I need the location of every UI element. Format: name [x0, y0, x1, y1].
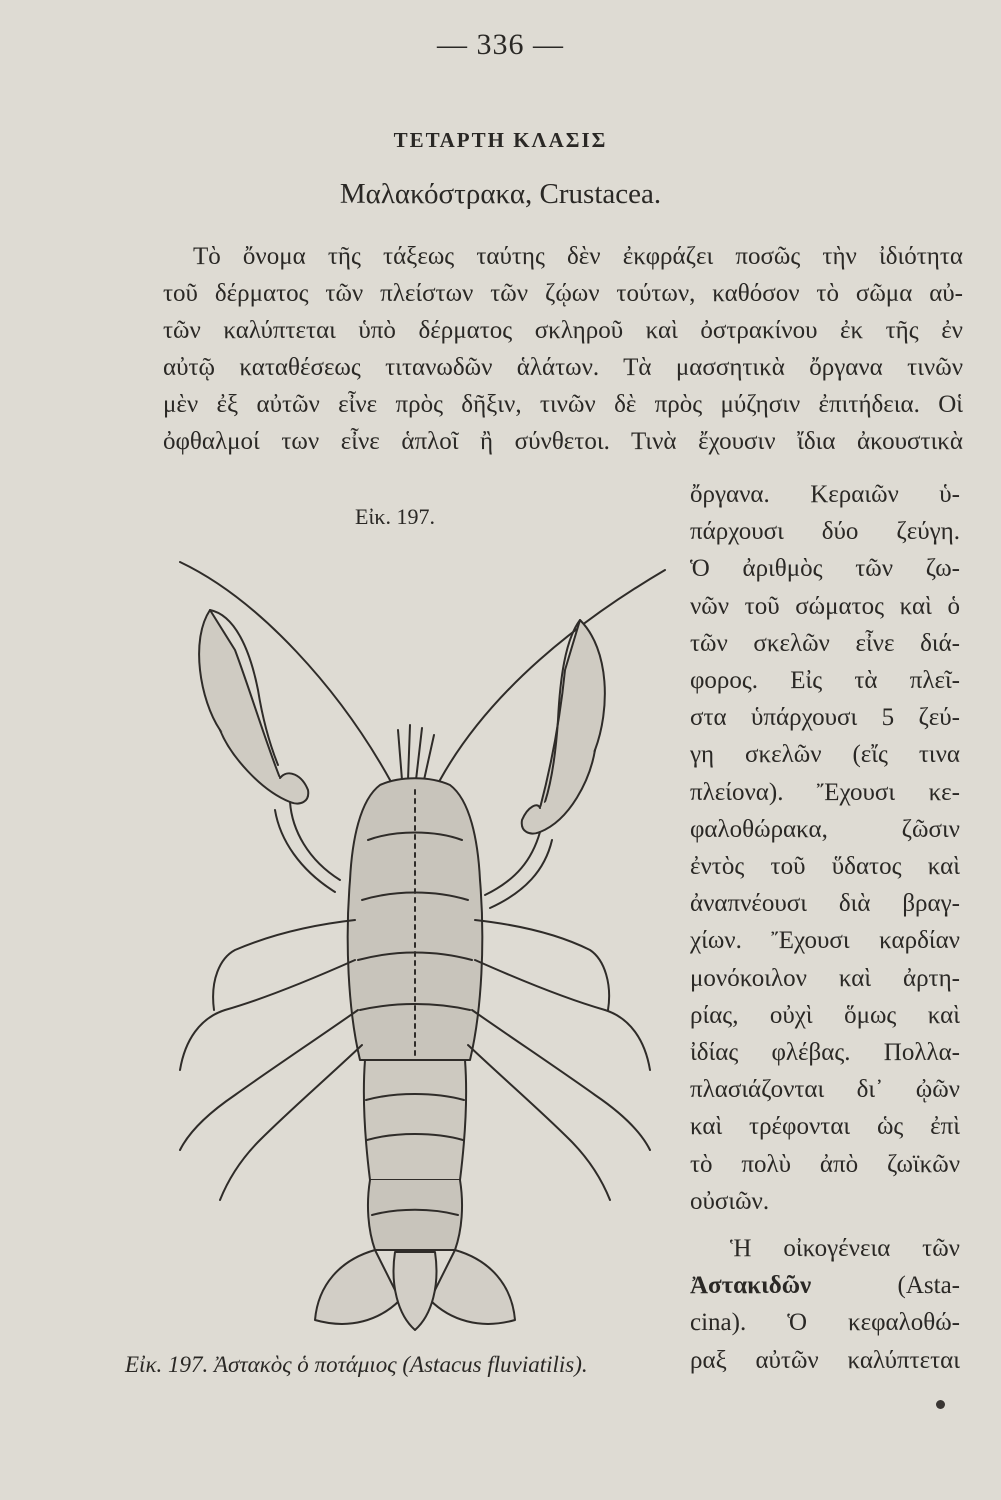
side-line: οὐσιῶν.: [690, 1187, 770, 1215]
side-line: φορος. Εἰς τὰ πλεῖ-: [690, 667, 960, 695]
intro-paragraph: [163, 238, 963, 460]
side-line: καὶ τρέφονται ὡς ἐπὶ: [690, 1113, 960, 1141]
ink-dot: [936, 1400, 945, 1409]
intro-line: αὐτῷ καταθέσεως τιτανωδῶν ἁλάτων. Τὰ μασσητικὰ ὄργανα τινῶν: [163, 354, 963, 381]
side-line: φαλοθώρακα, ζῶσιν: [690, 815, 960, 843]
intro-line: τῶν καλύπτεται ὑπὸ δέρματος σκληροῦ καὶ ὀστρακίνου ἐκ τῆς ἐν: [163, 317, 963, 344]
side-line: πλείονα). Ἔχουσι κε-: [690, 778, 960, 806]
section-title: ΤΕΤΑΡΤΗ ΚΛΑΣΙΣ: [393, 128, 608, 152]
side-line: πλασιάζονται δι᾽ ᾠῶν: [690, 1076, 960, 1104]
intro-line: τοῦ δέρματος τῶν πλείστων τῶν ζῴων τούτων, καθόσον τὸ σῶμα αὐ-: [163, 280, 963, 307]
section-subtitle: Μαλακόστρακα, Crustacea.: [339, 178, 662, 210]
side-line: τὸ πολὺ ἀπὸ ζωϊκῶν: [690, 1150, 960, 1178]
family-name-bold: Ἀστακιδῶν: [690, 1272, 812, 1300]
family-line: [690, 1267, 960, 1304]
side-line: ἀναπνέουσι διὰ βραγ-: [690, 890, 960, 918]
family-line: cina). Ὁ κεφαλοθώ-: [690, 1309, 960, 1337]
family-name-rest: (Asta-: [811, 1272, 960, 1300]
side-line: ρίας, οὐχὶ ὅμως καὶ: [690, 1001, 960, 1029]
intro-line: ὀφθαλμοί των εἶνε ἁπλοῖ ἢ σύνθετοι. Τινὰ ἔχουσιν ἴδια ἀκουστικὰ: [163, 428, 963, 455]
side-line: νῶν τοῦ σώματος καὶ ὁ: [690, 592, 960, 620]
side-line: Ὁ ἀριθμὸς τῶν ζω-: [690, 555, 960, 583]
side-line: πάρχουσι δύο ζεύγη.: [690, 518, 960, 546]
side-line: ἐντὸς τοῦ ὕδατος καὶ: [690, 853, 960, 881]
crayfish-engraving: [140, 540, 700, 1340]
page-number: — 336 —: [437, 28, 564, 61]
side-line: χίων. Ἔχουσι καρδίαν: [690, 927, 960, 955]
side-line: γη σκελῶν (εἴς τινα: [690, 741, 960, 769]
side-line: τῶν σκελῶν εἶνε διά-: [690, 629, 960, 657]
family-line: ραξ αὐτῶν καλύπτεται: [690, 1346, 960, 1374]
side-line: μονόκοιλον καὶ ἀρτη-: [690, 964, 960, 992]
figure-caption: Εἰκ. 197. Ἀστακὸς ὁ ποτάμιος (Astacus fluviatilis).: [125, 1352, 588, 1377]
family-line: Ἡ οἰκογένεια τῶν: [730, 1235, 960, 1263]
side-line: ὄργανα. Κεραιῶν ὑ-: [690, 481, 960, 508]
side-column-text: [690, 476, 960, 1379]
intro-line: μὲν ἐξ αὐτῶν εἶνε πρὸς δῆξιν, τινῶν δὲ πρὸς μύζησιν ἐπιτήδεια. Οἱ: [163, 391, 963, 418]
side-line: στα ὑπάρχουσι 5 ζεύ-: [690, 704, 960, 732]
intro-line: Τὸ ὄνομα τῆς τάξεως ταύτης δὲν ἐκφράζει ποσῶς τὴν ἰδιότητα: [193, 243, 963, 270]
side-line: ἰδίας φλέβας. Πολλα-: [690, 1039, 960, 1067]
figure-label: Εἰκ. 197.: [355, 504, 435, 529]
